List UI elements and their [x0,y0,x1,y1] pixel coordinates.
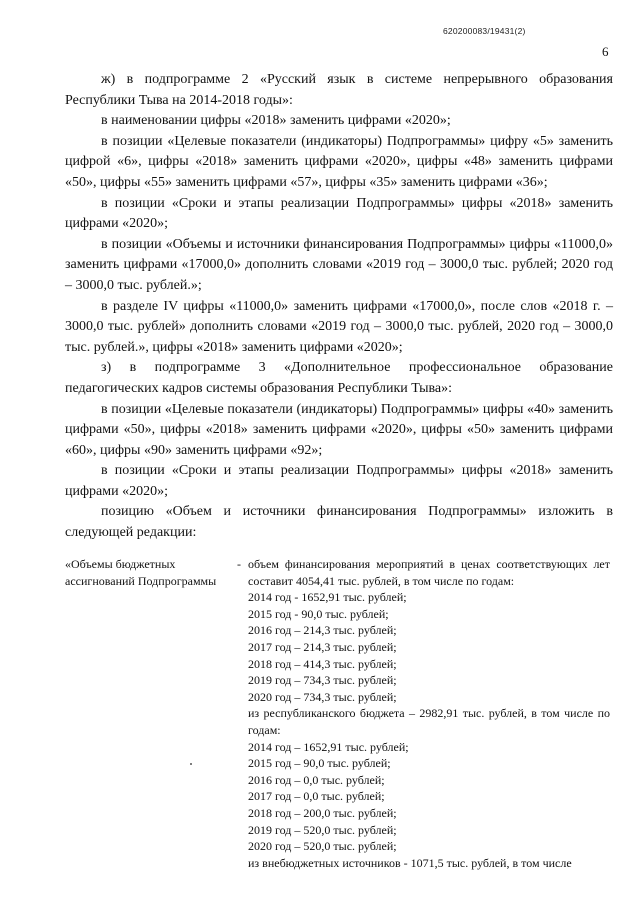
paragraph: в позиции «Сроки и этапы реализации Подпрограммы» цифры «2018» заменить цифрами «2020»; [65,195,613,232]
republic-year-line: 2016 год – 0,0 тыс. рублей; [248,772,385,787]
republic-year-line: 2017 год – 0,0 тыс. рублей; [248,789,385,804]
scan-speck [190,763,192,765]
document-body [65,70,613,544]
republic-year-line: 2020 год – 520,0 тыс. рублей; [248,839,397,854]
document-id: 620200083/19431(2) [443,26,526,36]
republic-budget-intro: из республиканского бюджета – 2982,91 тыс. рублей, в том числе по годам: [248,706,610,737]
total-year-line: 2016 год – 214,3 тыс. рублей; [248,623,397,638]
republic-year-line: 2015 год – 90,0 тыс. рублей; [248,756,391,771]
table-values [248,556,610,871]
paragraph: в позиции «Целевые показатели (индикаторы) Подпрограммы» цифры «40» заменить цифрами «50», цифры «2018» заменить цифрами «2020», цифры «50» заменить цифрами «60», цифры «90» заменить цифрами «92»; [65,401,613,458]
paragraph: ж) в подпрограмме 2 «Русский язык в системе непрерывного образования Республики Тыва на 2014-2018 годы»: [65,72,613,108]
funding-intro: объем финансирования мероприятий в ценах соответствующих лет составит 4054,41 тыс. рублей, в том числе по годам: [248,557,610,588]
republic-year-line: 2019 год – 520,0 тыс. рублей; [248,822,397,837]
paragraph: в позиции «Целевые показатели (индикаторы) Подпрограммы» цифру «5» заменить цифрой «6», цифры «2018» заменить цифрами «2020», цифры «48» заменить цифрами «50», цифры «55» заменить цифрами «57», цифры «35» заменить цифрами «36»; [65,133,613,190]
paragraph: позицию «Объем и источники финансирования Подпрограммы» изложить в следующей редакции: [65,504,613,541]
paragraph: в позиции «Сроки и этапы реализации Подпрограммы» цифры «2018» заменить цифрами «2020»; [65,463,613,499]
republic-year-line: 2018 год – 200,0 тыс. рублей; [248,805,397,820]
total-year-line: 2015 год - 90,0 тыс. рублей; [248,606,389,621]
table-dash: - [237,557,241,571]
total-year-line: 2019 год – 734,3 тыс. рублей; [248,673,397,688]
table-label: «Объемы бюджетных ассигнований Подпрограммы [65,557,217,588]
total-year-line: 2014 год - 1652,91 тыс. рублей; [248,590,407,605]
extrabudget-line: из внебюджетных источников - 1071,5 тыс. рублей, в том числе [248,855,572,870]
paragraph: в разделе IV цифры «11000,0» заменить цифрами «17000,0», после слов «2018 г. – 3000,0 тыс. рублей» дополнить словами «2019 год – 3000,0 тыс. рублей, 2020 год – 3000,0 тыс. рублей.», цифры «2018» заменить цифрами «2020»; [65,298,613,355]
total-year-line: 2018 год – 414,3 тыс. рублей; [248,656,397,671]
paragraph: в позиции «Объемы и источники финансирования Подпрограммы» цифры «11000,0» заменить цифрами «17000,0» дополнить словами «2019 год – 3000,0 тыс. рублей; 2020 год – 3000,0 тыс. рублей.»; [65,236,613,293]
total-year-line: 2020 год – 734,3 тыс. рублей; [248,689,397,704]
paragraph: з) в подпрограмме 3 «Дополнительное профессиональное образование педагогических кадров системы образования Республики Тыва»: [65,360,613,396]
page-number: 6 [602,44,609,59]
republic-year-line: 2014 год – 1652,91 тыс. рублей; [248,739,409,754]
paragraph: в наименовании цифры «2018» заменить цифрами «2020»; [101,113,451,129]
total-year-line: 2017 год – 214,3 тыс. рублей; [248,639,397,654]
